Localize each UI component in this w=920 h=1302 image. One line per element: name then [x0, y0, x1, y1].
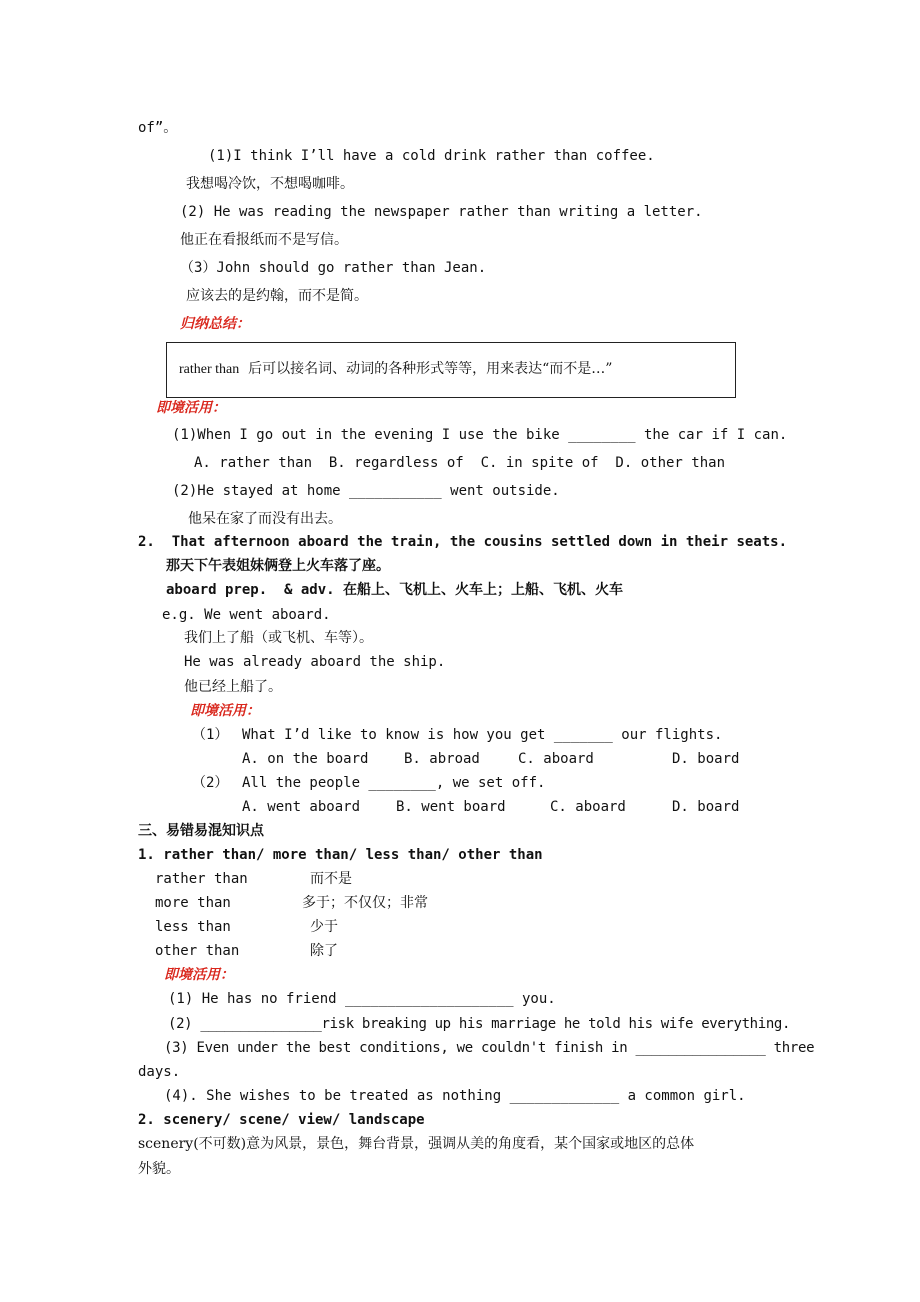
example-aboard-1-cn: 我们上了船（或飞机、车等）。	[184, 630, 373, 646]
example-2-en: (2) He was reading the newspaper rather than writing a letter.	[180, 204, 703, 220]
term-cn: 除了	[310, 943, 338, 959]
scenery-definition: scenery(不可数)意为风景，景色，舞台背景，强调从美的角度看，某个国家或地区的总体	[138, 1136, 695, 1152]
practice-1-options-1: A. rather than B. regardless of C. in spite of D. other than	[194, 455, 726, 471]
practice-2-q1-option-c: C. aboard	[518, 751, 594, 767]
practice-heading-2: 即境活用：	[190, 703, 260, 719]
vocab-aboard: aboard prep. & adv. 在船上、飞机上、火车上；上船、飞机、火车	[166, 582, 624, 598]
practice-3-question-2: (2) _______________risk breaking up his marriage he told his wife everything.	[168, 1016, 791, 1032]
practice-1-question-2: (2)He stayed at home ___________ went outside.	[172, 483, 560, 499]
example-aboard-1: e.g. We went aboard.	[162, 607, 331, 623]
example-1-cn: 我想喝冷饮，不想喝咖啡。	[186, 176, 354, 192]
example-3-en: （3）John should go rather than Jean.	[180, 260, 487, 276]
practice-2-q1-option-a: A. on the board	[242, 751, 369, 767]
practice-2-number-2: （2）	[192, 775, 229, 791]
practice-2-q1-option-d: D. board	[672, 751, 740, 767]
term-en: other than	[155, 943, 240, 959]
example-3-cn: 应该去的是约翰，而不是简。	[186, 288, 368, 304]
practice-3-question-4: (4). She wishes to be treated as nothing _____________ a common girl.	[164, 1088, 746, 1104]
practice-heading-3: 即境活用：	[164, 967, 234, 983]
term-en: rather than	[155, 871, 248, 887]
practice-2-q2-option-b: B. went board	[396, 799, 506, 815]
term-en: more than	[155, 895, 231, 911]
practice-2-question-1: What I’d like to know is how you get _______ our flights.	[242, 727, 723, 743]
example-aboard-2: He was already aboard the ship.	[184, 654, 446, 670]
term-cn: 少于	[310, 919, 338, 935]
term-en: less than	[155, 919, 231, 935]
section-2-title: 2. That afternoon aboard the train, the cousins settled down in their seats.	[138, 534, 788, 550]
section-2-title-cn: 那天下午表姐妹俩登上火车落了座。	[166, 558, 390, 574]
section-3-item-2: 2. scenery/ scene/ view/ landscape	[138, 1112, 425, 1128]
practice-1-question-1: (1)When I go out in the evening I use the bike ________ the car if I can.	[172, 427, 788, 443]
summary-description: 后可以接名词、动词的各种形式等等，用来表达“而不是…”	[248, 361, 613, 377]
practice-2-question-2: All the people ________, we set off.	[242, 775, 546, 791]
summary-box-text	[179, 359, 612, 380]
practice-2-q2-option-d: D. board	[672, 799, 740, 815]
section-3-item-1: 1. rather than/ more than/ less than/ other than	[138, 847, 543, 863]
term-cn: 多于；不仅仅；非常	[302, 895, 428, 911]
practice-2-q1-option-b: B. abroad	[404, 751, 480, 767]
term-cn: 而不是	[310, 871, 352, 887]
summary-term: rather than	[179, 362, 240, 377]
summary-box	[166, 342, 736, 398]
practice-3-question-1: (1) He has no friend ____________________ you.	[168, 991, 556, 1007]
practice-2-q2-option-a: A. went aboard	[242, 799, 361, 815]
summary-heading: 归纳总结：	[180, 316, 250, 332]
section-3-title: 三、易错易混知识点	[138, 823, 264, 839]
practice-heading-1: 即境活用：	[156, 400, 226, 416]
example-aboard-2-cn: 他已经上船了。	[184, 679, 282, 695]
practice-2-number-1: （1）	[192, 727, 229, 743]
practice-2-q2-option-c: C. aboard	[550, 799, 626, 815]
example-1-en: (1)I think I’ll have a cold drink rather than coffee.	[208, 148, 655, 164]
example-2-cn: 他正在看报纸而不是写信。	[180, 232, 348, 248]
practice-3-question-3: (3) Even under the best conditions, we couldn't finish in ________________ three	[164, 1040, 815, 1056]
practice-3-question-3-cont: days.	[138, 1064, 181, 1080]
continuation-text: of”。	[138, 120, 178, 136]
scenery-definition-cont: 外貌。	[138, 1161, 180, 1177]
practice-1-question-2-cn: 他呆在家了而没有出去。	[188, 511, 342, 527]
